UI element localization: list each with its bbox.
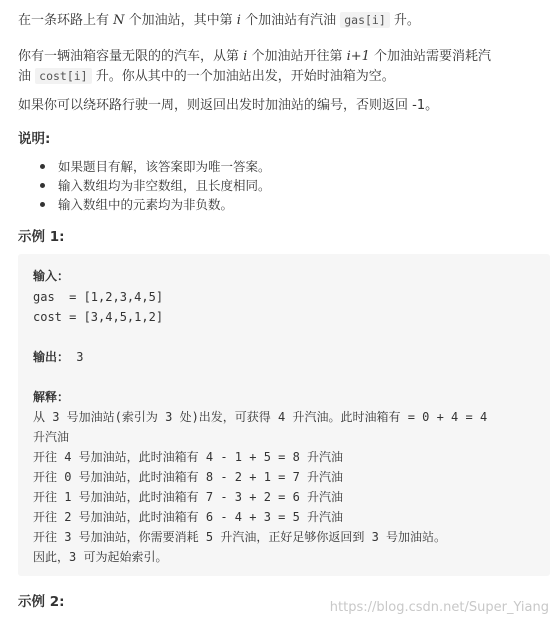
intro-paragraph-1 xyxy=(18,10,420,31)
list-item: 如果题目有解，该答案即为唯一答案。 xyxy=(38,157,271,176)
text-fragment: 个加油站有汽油 xyxy=(240,13,341,28)
output-line xyxy=(33,347,83,367)
cost-line: cost = [3,4,5,1,2] xyxy=(33,310,164,324)
explain-line: 开往 2 号加油站，此时油箱有 6 - 4 + 3 = 5 升汽油 xyxy=(33,510,344,524)
text-fragment: 升。 xyxy=(389,13,420,28)
explain-line: 因此，3 可为起始索引。 xyxy=(33,550,168,564)
note-heading: 说明: xyxy=(18,131,51,147)
text-fragment: 升。你从其中的一个加油站出发，开始时油箱为空。 xyxy=(91,69,395,84)
output-value: 3 xyxy=(69,350,84,364)
gas-line: gas = [1,2,3,4,5] xyxy=(33,290,164,304)
example-1-heading: 示例 1: xyxy=(18,229,65,245)
text-fragment: 个加油站需要消耗汽 xyxy=(369,49,492,64)
output-label: 输出： xyxy=(33,350,70,364)
text-fragment: 个加油站开往第 xyxy=(247,49,347,64)
variable-i: i xyxy=(236,13,241,28)
explain-line: 开往 0 号加油站，此时油箱有 8 - 2 + 1 = 7 升汽油 xyxy=(33,470,344,484)
note-list xyxy=(38,157,271,214)
intro-paragraph-2-line-1 xyxy=(18,47,491,67)
explain-line: 开往 3 号加油站，你需要消耗 5 升汽油，正好足够你返回到 3 号加油站。 xyxy=(33,530,447,544)
example-2-heading: 示例 2: xyxy=(18,594,65,610)
explain-line: 从 3 号加油站(索引为 3 处)出发，可获得 4 升汽油。此时油箱有 = 0 + 4 = 4 xyxy=(33,410,488,424)
watermark: https://blog.csdn.net/Super_Yiang xyxy=(329,600,549,615)
input-label: 输入： xyxy=(33,269,70,283)
variable-n: N xyxy=(113,13,125,28)
list-item: 输入数组中的元素均为非负数。 xyxy=(38,195,271,214)
variable-i-plus-1: i+1 xyxy=(346,49,370,64)
intro-paragraph-3: 如果你可以绕环路行驶一周，则返回出发时加油站的编号，否则返回 -1。 xyxy=(18,98,439,113)
text-fragment: 你有一辆油箱容量无限的的汽车，从第 xyxy=(18,49,244,64)
intro-paragraph-2-line-2 xyxy=(18,66,395,87)
text-fragment: 个加油站，其中第 xyxy=(124,13,237,28)
inline-code-gas: gas[i] xyxy=(340,12,390,28)
list-item: 输入数组均为非空数组，且长度相同。 xyxy=(38,176,271,195)
explain-label: 解释： xyxy=(33,390,70,404)
explain-line: 开往 4 号加油站，此时油箱有 4 - 1 + 5 = 8 升汽油 xyxy=(33,450,344,464)
text-fragment: 油 xyxy=(18,69,36,84)
text-fragment: 在一条环路上有 xyxy=(18,13,114,28)
explain-line: 开往 1 号加油站，此时油箱有 7 - 3 + 2 = 6 升汽油 xyxy=(33,490,344,504)
variable-i: i xyxy=(243,49,248,64)
inline-code-cost: cost[i] xyxy=(35,68,91,84)
explain-line: 升汽油 xyxy=(33,430,70,444)
